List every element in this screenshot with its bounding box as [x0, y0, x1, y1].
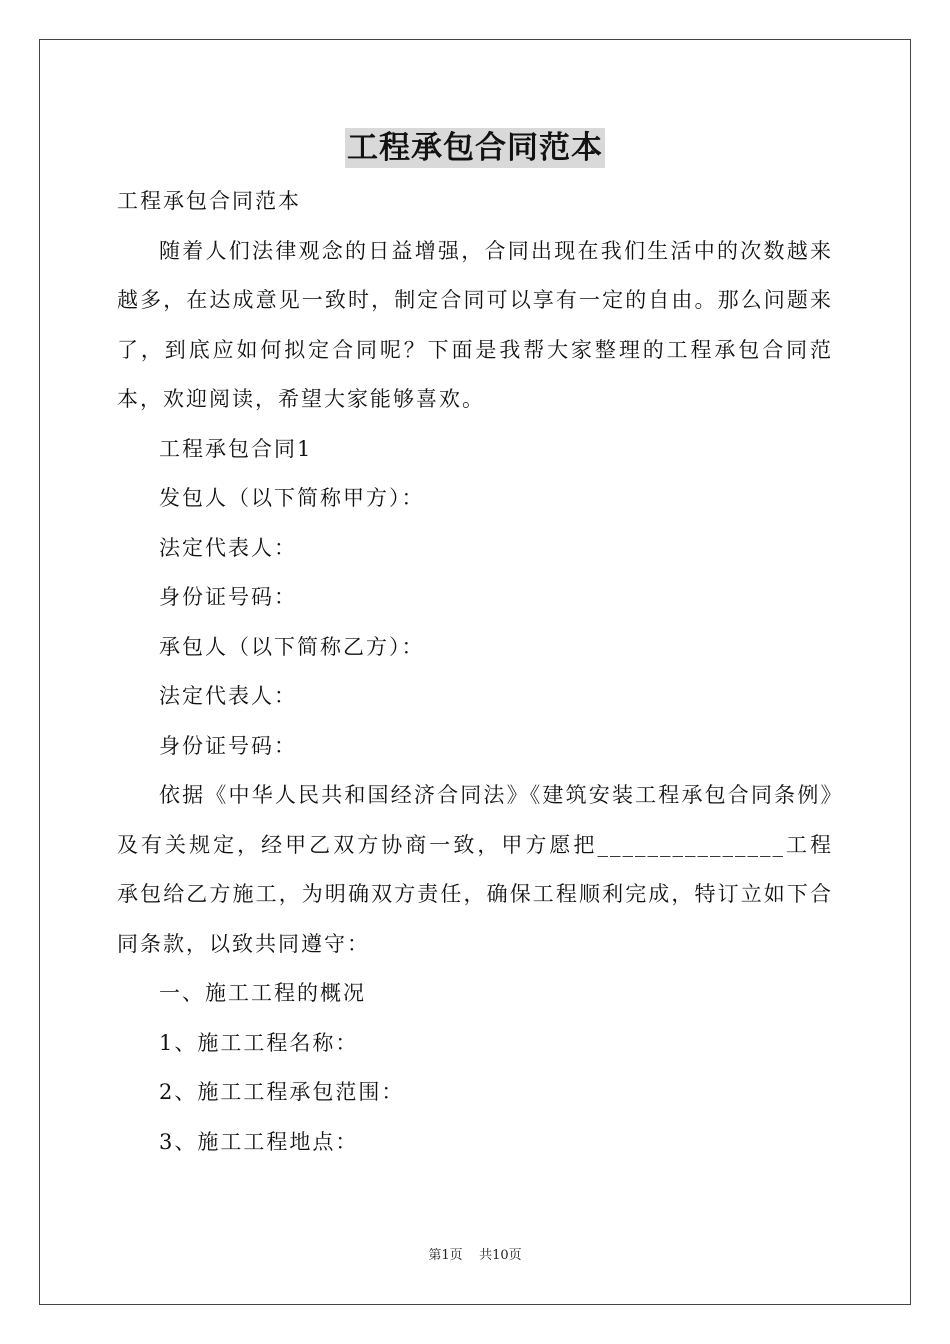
document-title: 工程承包合同范本 [347, 130, 603, 166]
page-footer [0, 1247, 950, 1265]
page-number: 第1页 [428, 1248, 463, 1263]
contract-heading: 工程承包合同1 [159, 436, 313, 461]
page-total: 共10页 [479, 1248, 522, 1263]
party-a-line: 发包人（以下简称甲方）： [159, 486, 425, 510]
party-a-representative-line: 法定代表人： [159, 535, 297, 560]
party-b-representative-line: 法定代表人： [159, 684, 297, 708]
title-container [0, 128, 950, 168]
party-a-id-line: 身份证号码： [159, 585, 297, 609]
section-heading: 一、施工工程的概况 [159, 981, 366, 1005]
document-subtitle: 工程承包合同范本 [117, 189, 301, 213]
intro-paragraph: 随着人们法律观念的日益增强，合同出现在我们生活中的次数越来越多，在达成意见一致时，制定合同可以享有一定的自由。那么问题来了，到底应如何拟定合同呢？下面是我帮大家整理的工程承包合同范本，欢迎阅读，希望大家能够喜欢。 [117, 238, 833, 411]
clause-item: 2、施工工程承包范围： [159, 1080, 405, 1104]
clause-item: 3、施工工程地点： [159, 1129, 359, 1154]
legal-basis-paragraph: 依据《中华人民共和国经济合同法》《建筑安装工程承包合同条例》及有关规定，经甲乙双方协商一致，甲方愿把_______________工程承包给乙方施工，为明确双方责任，确保工程顺利完成，特订立如下合同条款，以致共同遵守： [117, 783, 833, 956]
party-b-id-line: 身份证号码： [159, 733, 297, 758]
document-body [117, 177, 833, 1167]
party-b-line: 承包人（以下简称乙方）： [159, 634, 425, 659]
clause-item: 1、施工工程名称： [159, 1030, 359, 1055]
